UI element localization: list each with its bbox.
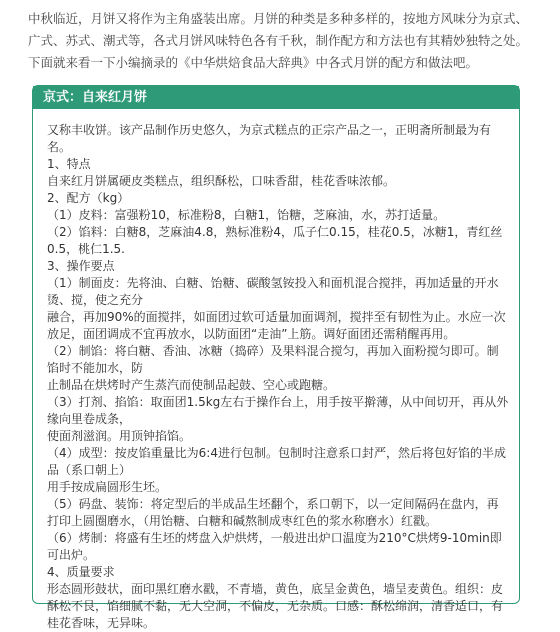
card-line: （2）馅料：白糖8，芝麻油4.8，熟标准粉4，瓜子仁0.15，桂花0.5，冰糖1，青红丝0.5，桃仁1.5.: [47, 225, 503, 256]
card-line: 又称丰收饼。该产品制作历史悠久，为京式糕点的正宗产品之一，正明斋所制最为有名。: [47, 123, 492, 154]
card-line: （4）成型：按皮馅重量比为6:4进行包制。包制时注意系口封严，然后将包好馅的半成品（系口朝上）: [47, 446, 506, 477]
card-line: 自来红月饼属硬皮类糕点，组织酥松，口味香甜，桂花香味浓郁。: [47, 174, 396, 188]
card-line: 1、特点: [47, 157, 91, 171]
card-line: 止制品在烘烤时产生蒸汽而使制品起鼓、空心或跑糖。: [47, 378, 336, 392]
card-body: [47, 122, 509, 632]
intro-paragraph: 中秋临近，月饼又将作为主角盛装出席。月饼的种类是多种多样的，按地方风味分为京式、广式、苏式、潮式等，各式月饼风味特色各有千秋，制作配方和方法也有其精妙独特之处。下面就来看一下小编摘录的《中华烘焙食品大辞典》中各式月饼的配方和做法吧。: [28, 11, 529, 70]
card-line: （6）烤制：将盛有生坯的烤盘入炉烘烤，一般进出炉口温度为210°C烘烤9-10min即可出炉。: [47, 531, 502, 562]
card-line: （5）码盘、装饰：将定型后的半成品生坯翻个，系口朝下，以一定间隔码在盘内，再打印上圆圈磨水，（用饴糖、白糖和碱熬制成枣红色的浆水称磨水）红戳。: [47, 497, 499, 528]
card-line: （1）制面皮：先将油、白糖、饴糖、碳酸氢铵投入和面机混合搅拌，再加适量的开水烫、搅，使之充分: [47, 276, 499, 307]
card-line: 4、质量要求: [47, 565, 115, 579]
card-line: 2、配方（kg）: [47, 191, 130, 205]
card-line: （1）皮料：富强粉10，标准粉8，白糖1，饴糖，芝麻油，水，苏打适量。: [47, 208, 446, 222]
card-line: 3、操作要点: [47, 259, 115, 273]
card-line: 使面剂滋润。用顶钟掐馅。: [47, 429, 192, 443]
card-line: （2）制馅：将白糖、香油、冰糖（捣碎）及果料混合搅匀，再加入面粉搅匀即可。制馅时不能加水，防: [47, 344, 499, 375]
card-line: 用手按成扁圆形生坯。: [47, 480, 168, 494]
card-title: 京式：自来红月饼: [33, 86, 519, 109]
card-line: （3）打剂、掐馅：取面团1.5kg左右于操作台上，用手按平擀薄，从中间切开，再从外缘向里卷成条，: [47, 395, 509, 426]
recipe-card: [32, 85, 520, 630]
card-line: 形态圆形鼓状，面印黑红磨水戳，不青墙，黄色，底呈金黄色，墙呈麦黄色。组织：皮酥松不艮，馅细腻不黏，无大空洞，不偏皮，无杂质。口感：酥松绵润，清香适口，有桂花香味，无异味。: [47, 582, 504, 630]
card-line: 融合，再加90%的面搅拌，如面团过软可适量加面调剂，搅拌至有韧性为止。水应一次放足，面团调成不宜再放水，以防面团“走油”上筋。调好面团还需稍醒再用。: [47, 310, 506, 341]
